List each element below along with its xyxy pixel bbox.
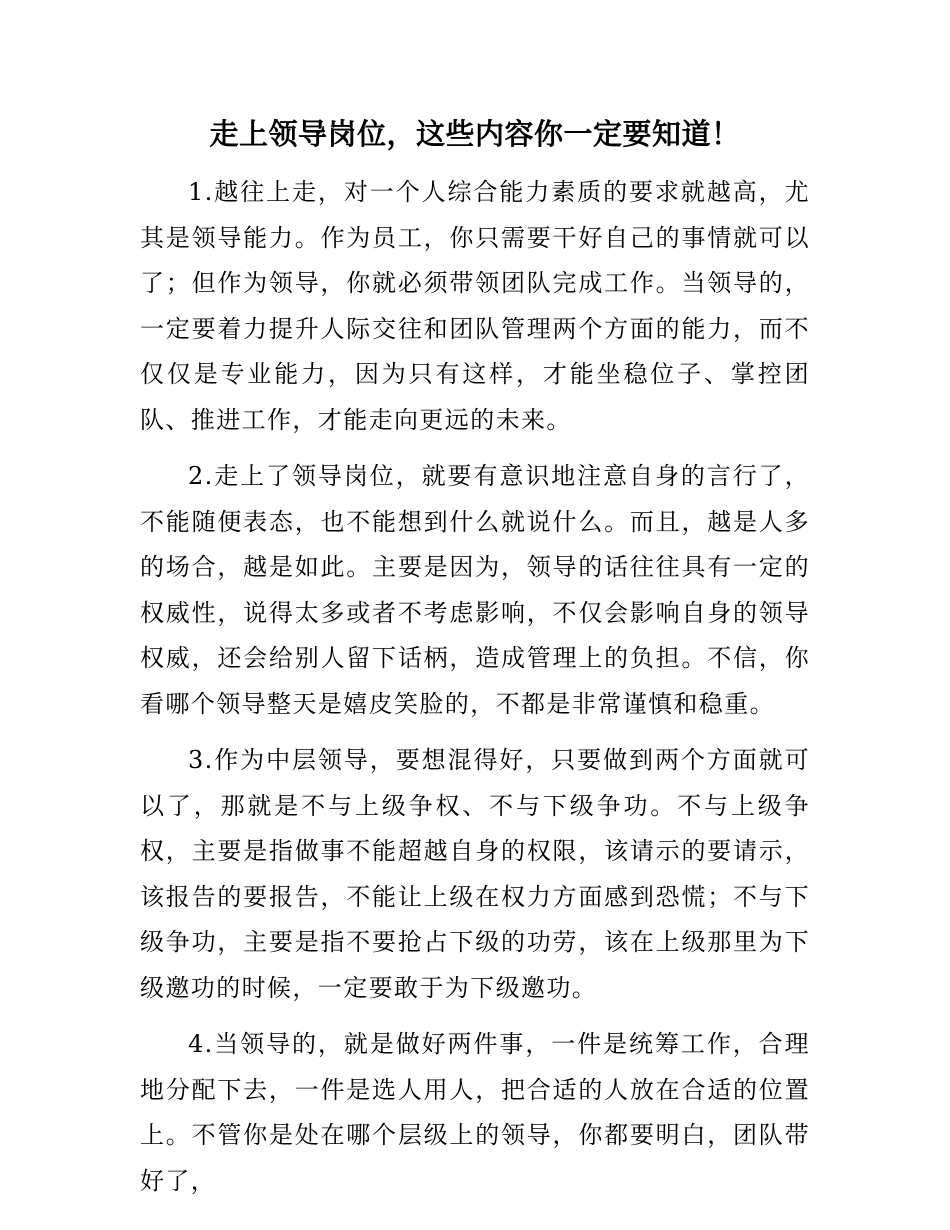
paragraph-3: 3.作为中层领导，要想混得好，只要做到两个方面就可以了，那就是不与上级争权、不与下级争功。不与上级争权，主要是指做事不能超越自身的权限，该请示的要请示，该报告的要报告，不能让上级在权力方面感到恐慌；不与下级争功，主要是指不要抢占下级的功劳，该在上级那里为下级邀功的时候，一定要敢于为下级邀功。 [140, 746, 810, 1002]
paragraph-1: 1.越往上走，对一个人综合能力素质的要求就越高，尤其是领导能力。作为员工，你只需要干好自己的事情就可以了；但作为领导，你就必须带领团队完成工作。当领导的，一定要着力提升人际交往和团队管理两个方面的能力，而不仅仅是专业能力，因为只有这样，才能坐稳位子、掌控团队、推进工作，才能走向更远的未来。 [140, 178, 810, 434]
paragraph-4: 4.当领导的，就是做好两件事，一件是统筹工作，合理地分配下去，一件是选人用人，把合适的人放在合适的位置上。不管你是处在哪个层级上的领导，你都要明白，团队带好了， [140, 1030, 810, 1195]
paragraph-2: 2.走上了领导岗位，就要有意识地注意自身的言行了，不能随便表态，也不能想到什么就说什么。而且，越是人多的场合，越是如此。主要是因为，领导的话往往具有一定的权威性，说得太多或者不考虑影响，不仅会影响自身的领导权威，还会给别人留下话柄，造成管理上的负担。不信，你看哪个领导整天是嬉皮笑脸的，不都是非常谨慎和稳重。 [140, 462, 810, 718]
document-title: 走上领导岗位，这些内容你一定要知道！ [209, 117, 741, 151]
